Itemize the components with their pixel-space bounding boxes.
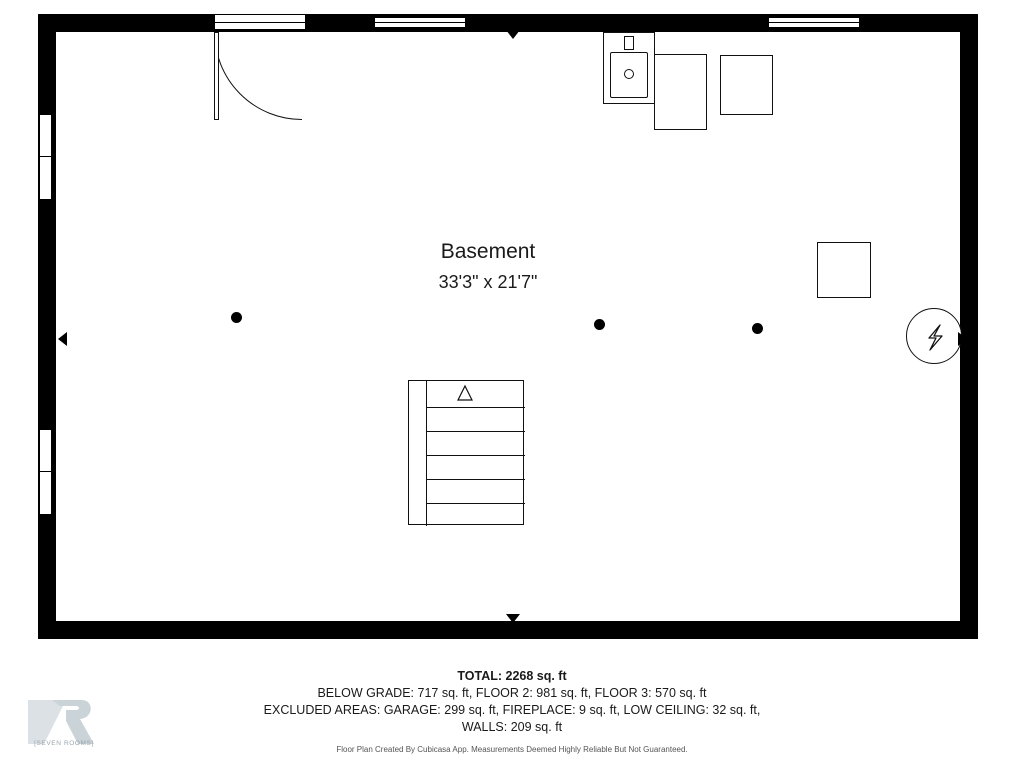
- sink-drain-icon: [624, 69, 634, 79]
- floor-plan-canvas: [38, 14, 978, 639]
- stairs-icon: [408, 380, 524, 525]
- stair-step: [426, 479, 525, 480]
- direction-marker-icon-bottom: [506, 614, 520, 623]
- wall-bottom: [38, 621, 978, 639]
- direction-marker-icon-right: [958, 332, 967, 346]
- window-mullion: [374, 22, 466, 23]
- window-mullion: [39, 471, 52, 472]
- stair-step: [426, 455, 525, 456]
- watermark-caption: [SEVEN ROOMS]: [34, 740, 94, 747]
- window-mullion: [214, 22, 306, 23]
- stair-step: [426, 407, 525, 408]
- total-area: TOTAL: 2268 sq. ft: [457, 669, 567, 683]
- stairs-direction-arrow-icon: [453, 383, 477, 405]
- room-label: [378, 238, 598, 295]
- ceiling-light-icon-2: [594, 319, 605, 330]
- room-dimensions: 33'3" x 21'7": [438, 272, 538, 292]
- appliance-icon-2: [720, 55, 773, 115]
- room-name: Basement: [440, 240, 536, 263]
- area-breakdown-line-3: WALLS: 209 sq. ft: [461, 720, 563, 734]
- sink-tap-icon: [624, 36, 634, 50]
- window-mullion: [39, 156, 52, 157]
- direction-marker-icon-top: [506, 30, 520, 39]
- area-summary: [0, 668, 1024, 755]
- area-breakdown-line-2: EXCLUDED AREAS: GARAGE: 299 sq. ft, FIREPLACE: 9 sq. ft, LOW CEILING: 32 sq. ft,: [263, 703, 761, 717]
- ceiling-light-icon-3: [752, 323, 763, 334]
- door-swing-icon: [214, 32, 302, 120]
- direction-marker-icon-left: [58, 332, 67, 346]
- window-mullion: [768, 22, 860, 23]
- ceiling-light-icon-1: [231, 312, 242, 323]
- wall-left: [38, 14, 56, 639]
- disclaimer-note: Floor Plan Created By Cubicasa App. Measurements Deemed Highly Reliable But Not Guaranteed.: [336, 745, 688, 754]
- area-breakdown-line-1: BELOW GRADE: 717 sq. ft, FLOOR 2: 981 sq. ft, FLOOR 3: 570 sq. ft: [317, 686, 707, 700]
- stair-step: [426, 503, 525, 504]
- door-leaf: [214, 32, 219, 120]
- floor-interior: [56, 32, 960, 621]
- appliance-icon-1: [654, 54, 707, 130]
- square-box-icon: [817, 242, 871, 298]
- stair-step: [426, 431, 525, 432]
- electrical-panel-icon: [906, 308, 962, 364]
